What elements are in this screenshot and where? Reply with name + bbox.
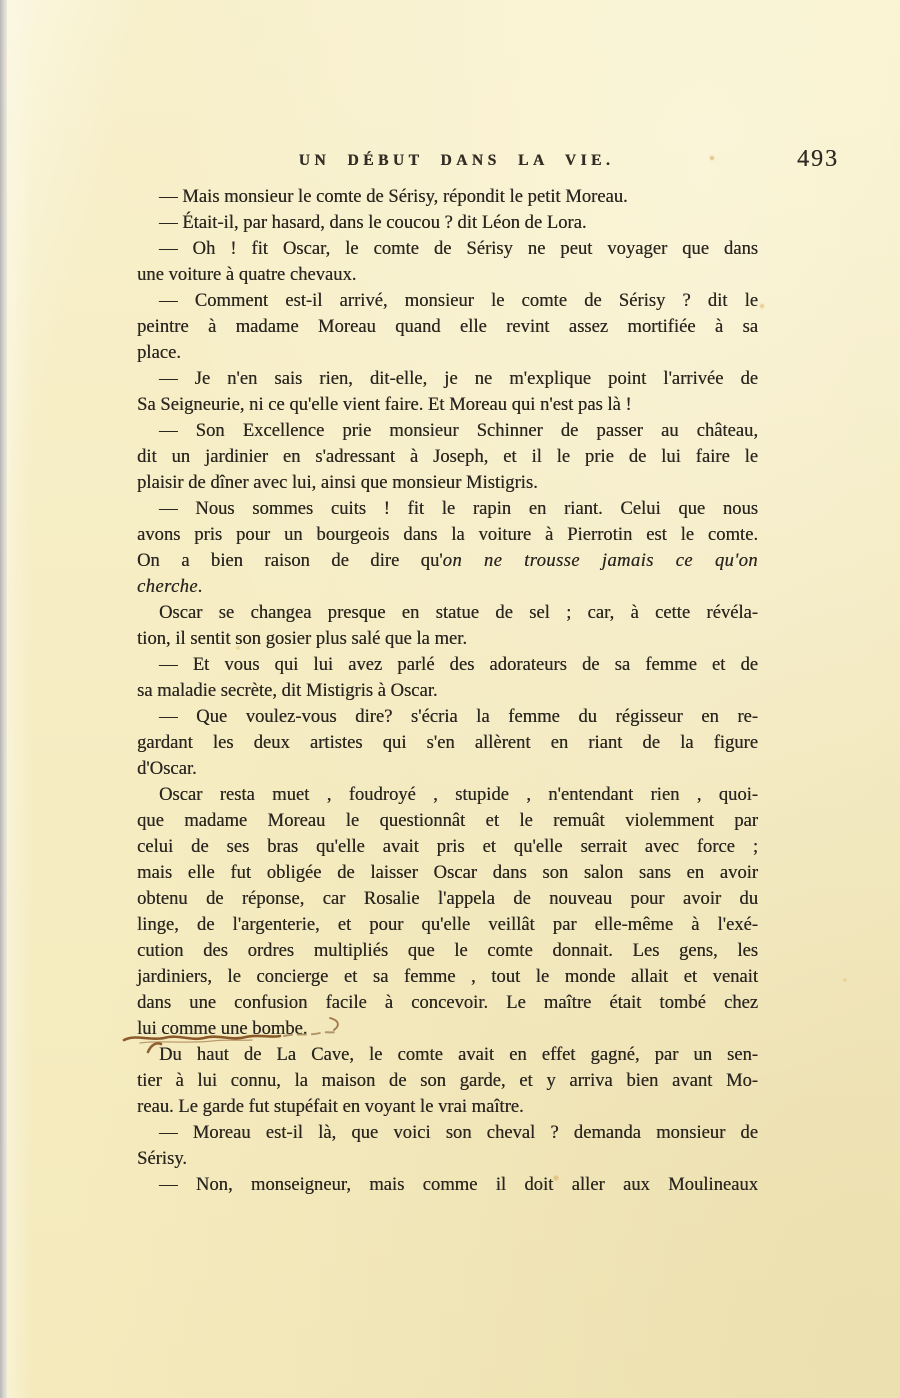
- text-line: [137, 392, 758, 418]
- text-segment: celui de ses bras qu'elle avait pris et qu'elle serrait avec force ;: [137, 836, 758, 857]
- text-segment: — Non, monseigneur, mais comme il doit aller aux Moulineaux: [159, 1174, 758, 1195]
- text-line: [137, 262, 758, 288]
- text-segment: — Oh ! fit Oscar, le comte de Sérisy ne peut voyager que dans: [159, 238, 758, 259]
- text-segment: Oscar se changea presque en statue de sel ; car, à cette révéla-: [159, 602, 758, 623]
- text-line: [137, 834, 758, 860]
- text-segment: avons pris pour un bourgeois dans la voiture à Pierrotin est le comte.: [137, 524, 758, 545]
- text-line: [137, 1016, 758, 1042]
- text-segment: linge, de l'argenterie, et pour qu'elle veillât par elle-même à l'exé-: [137, 914, 758, 935]
- text-line: [137, 522, 758, 548]
- text-line: [137, 470, 758, 496]
- text-line: [137, 184, 758, 210]
- text-line: [137, 652, 758, 678]
- text-segment: tier à lui connu, la maison de son garde, et y arriva bien avant Mo-: [137, 1070, 758, 1091]
- text-segment: reau. Le garde fut stupéfait en voyant le vrai maître.: [137, 1096, 524, 1117]
- text-line: [137, 1120, 758, 1146]
- text-line: [137, 678, 758, 704]
- text-segment: jardiniers, le concierge et sa femme , tout le monde allait et venait: [137, 966, 758, 987]
- text-segment: lui comme une bombe.: [137, 1018, 308, 1039]
- text-segment: d'Oscar.: [137, 758, 197, 779]
- text-segment: — Son Excellence prie monsieur Schinner de passer au château,: [159, 420, 758, 441]
- paper-edge-highlight: [7, 0, 33, 1398]
- text-segment: — Que voulez-vous dire? s'écria la femme du régisseur en re-: [159, 706, 758, 727]
- text-line: [137, 548, 758, 574]
- text-segment: Sa Seigneurie, ni ce qu'elle vient faire. Et Moreau qui n'est pas là !: [137, 394, 632, 415]
- text-line: [137, 756, 758, 782]
- text-segment: plaisir de dîner avec lui, ainsi que monsieur Mistigris.: [137, 472, 538, 493]
- text-segment: — Mais monsieur le comte de Sérisy, répondit le petit Moreau.: [159, 186, 628, 207]
- page-number: 493: [797, 146, 839, 172]
- text-segment: une voiture à quatre chevaux.: [137, 264, 357, 285]
- text-line: [137, 912, 758, 938]
- text-line: [137, 808, 758, 834]
- text-line: [137, 1094, 758, 1120]
- text-segment: — Je n'en sais rien, dit-elle, je ne m'explique point l'arrivée de: [159, 368, 758, 389]
- text-line: [137, 626, 758, 652]
- text-line: [137, 1172, 758, 1198]
- text-line: [137, 210, 758, 236]
- text-segment: dit un jardinier en s'adressant à Joseph, et il le prie de lui faire le: [137, 446, 758, 467]
- text-segment: tion, il sentit son gosier plus salé que la mer.: [137, 628, 467, 649]
- text-segment: Sérisy.: [137, 1148, 187, 1169]
- text-line: [137, 1042, 758, 1068]
- text-segment: gardant les deux artistes qui s'en allèrent en riant de la figure: [137, 732, 758, 753]
- text-line: [137, 314, 758, 340]
- italic-text-segment: cherche.: [137, 576, 203, 597]
- text-segment: cution des ordres multipliés que le comte donnait. Les gens, les: [137, 940, 758, 961]
- text-line: [137, 418, 758, 444]
- text-line: [137, 1068, 758, 1094]
- text-segment: mais elle fut obligée de laisser Oscar dans son salon sans en avoir: [137, 862, 758, 883]
- text-segment: Du haut de La Cave, le comte avait en effet gagné, par un sen-: [159, 1044, 758, 1065]
- text-line: [137, 938, 758, 964]
- text-segment: sa maladie secrète, dit Mistigris à Oscar.: [137, 680, 438, 701]
- text-segment: — Moreau est-il là, que voici son cheval ? demanda monsieur de: [159, 1122, 758, 1143]
- text-line: [137, 782, 758, 808]
- text-line: [137, 366, 758, 392]
- text-line: [137, 600, 758, 626]
- text-line: [137, 886, 758, 912]
- text-segment: — Était-il, par hasard, dans le coucou ? dit Léon de Lora.: [159, 212, 587, 233]
- text-segment: que madame Moreau le questionnât et le remuât violemment par: [137, 810, 758, 831]
- text-line: [137, 288, 758, 314]
- scan-left-edge: [0, 0, 7, 1398]
- text-segment: — Nous sommes cuits ! fit le rapin en riant. Celui que nous: [159, 498, 758, 519]
- text-segment: dans une confusion facile à concevoir. Le maître était tombé chez: [137, 992, 758, 1013]
- text-line: [137, 964, 758, 990]
- running-header: [137, 146, 839, 175]
- text-line: [137, 1146, 758, 1172]
- text-line: [137, 704, 758, 730]
- text-line: [137, 340, 758, 366]
- text-line: [137, 236, 758, 262]
- text-segment: — Et vous qui lui avez parlé des adorateurs de sa femme et de: [159, 654, 758, 675]
- text-line: [137, 990, 758, 1016]
- text-line: [137, 730, 758, 756]
- text-line: [137, 574, 758, 600]
- text-segment: On a bien raison de dire qu': [137, 550, 443, 571]
- text-segment: place.: [137, 342, 181, 363]
- body-text: [137, 184, 758, 1198]
- text-segment: peintre à madame Moreau quand elle revint assez mortifiée à sa: [137, 316, 758, 337]
- running-title: UN DÉBUT DANS LA VIE.: [298, 152, 615, 169]
- text-segment: Oscar resta muet , foudroyé , stupide , n'entendant rien , quoi-: [159, 784, 758, 805]
- italic-text-segment: on ne trousse jamais ce qu'on: [442, 550, 758, 571]
- text-line: [137, 496, 758, 522]
- text-line: [137, 444, 758, 470]
- text-line: [137, 860, 758, 886]
- text-segment: — Comment est-il arrivé, monsieur le comte de Sérisy ? dit le: [159, 290, 758, 311]
- text-segment: obtenu de réponse, car Rosalie l'appela de nouveau pour avoir du: [137, 888, 758, 909]
